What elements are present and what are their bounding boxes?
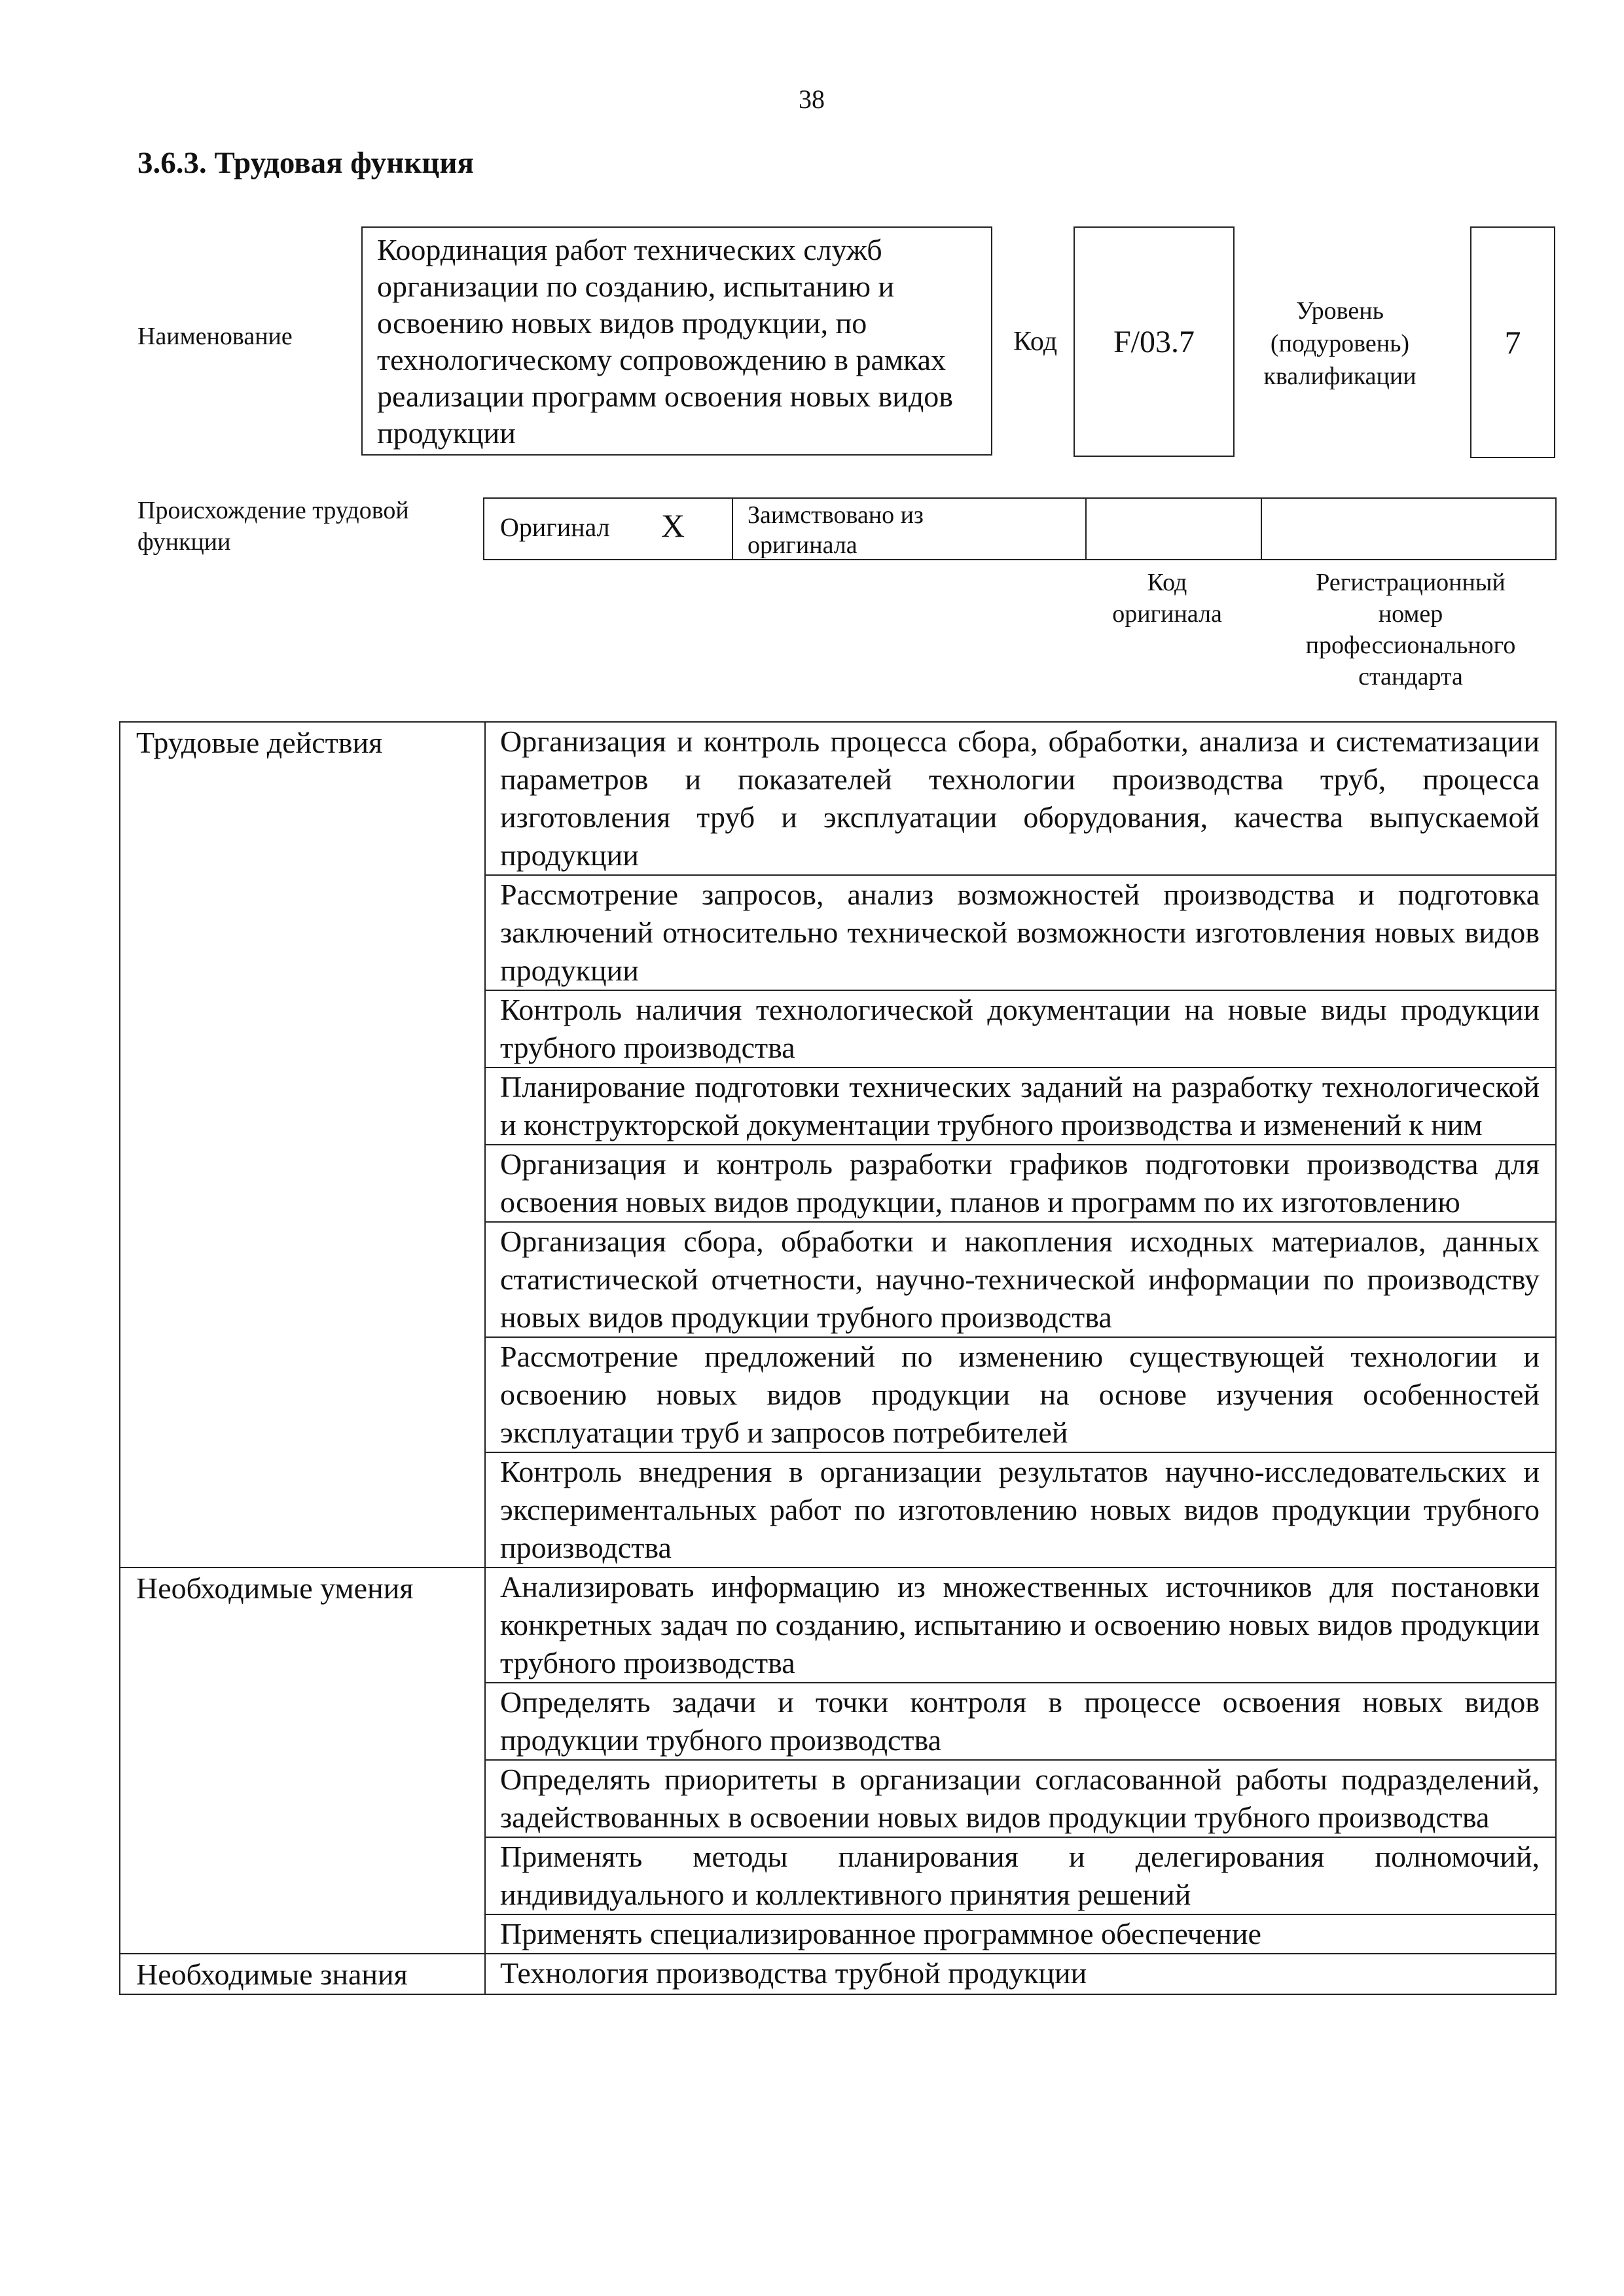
skill-item: Применять методы планирования и делегирования полномочий, индивидуального и коллективного принятия решений <box>485 1837 1556 1914</box>
required-skills-label: Необходимые умения <box>120 1568 485 1954</box>
level-label-line2: (подуровень) <box>1270 330 1410 357</box>
reg-caption-line1: Регистрационный <box>1316 569 1506 596</box>
level-label-line3: квалификации <box>1263 363 1416 390</box>
table-row <box>120 722 1556 875</box>
table-row <box>120 1568 1556 1683</box>
borrowed-label: Заимствовано из оригинала <box>748 501 924 559</box>
skill-item: Определять задачи и точки контроля в процессе освоения новых видов продукции трубного производства <box>485 1683 1556 1760</box>
labor-actions-label: Трудовые действия <box>120 722 485 1568</box>
skill-item: Применять специализированное программное обеспечение <box>485 1914 1556 1954</box>
code-original-caption <box>1087 567 1248 630</box>
origin-reg-number-cell <box>1262 499 1555 559</box>
labor-action-item: Контроль наличия технологической документации на новые виды продукции трубного производства <box>485 990 1556 1067</box>
table-row <box>120 1954 1556 1994</box>
labor-action-item: Рассмотрение предложений по изменению существующей технологии и освоению новых видов продукции на основе изучения особенностей эксплуатации труб и запросов потребителей <box>485 1337 1556 1452</box>
code-caption-line2: оригинала <box>1112 600 1222 628</box>
reg-caption-line4: стандарта <box>1358 663 1463 691</box>
reg-caption-line3: профессионального <box>1305 632 1516 659</box>
labor-function-table <box>119 721 1557 1995</box>
required-knowledge-label: Необходимые знания <box>120 1954 485 1994</box>
origin-original-cell <box>484 499 733 559</box>
labor-action-item: Планирование подготовки технических заданий на разработку технологической и конструкторской документации трубного производства и изменений к ним <box>485 1067 1556 1145</box>
name-label: Наименование <box>137 323 293 350</box>
origin-borrowed-cell <box>733 499 1087 559</box>
reg-number-caption <box>1263 567 1558 692</box>
labor-action-item: Контроль внедрения в организации результатов научно-исследовательских и экспериментальных работ по изготовлению новых видов продукции трубного производства <box>485 1452 1556 1568</box>
knowledge-item: Технология производства трубной продукции <box>485 1954 1556 1994</box>
section-title: 3.6.3. Трудовая функция <box>137 146 474 180</box>
level-label-line1: Уровень <box>1296 297 1384 325</box>
origin-label <box>137 495 465 558</box>
labor-action-item: Организация сбора, обработки и накопления исходных материалов, данных статистической отчетности, научно-технической информации по производству новых видов продукции трубного производства <box>485 1222 1556 1337</box>
original-label: Оригинал <box>500 512 610 542</box>
labor-action-item: Рассмотрение запросов, анализ возможностей производства и подготовка заключений относительно технической возможности изготовления новых видов продукции <box>485 875 1556 990</box>
origin-label-text: Происхождение трудовой функции <box>137 497 409 556</box>
origin-table <box>483 497 1557 560</box>
qualification-level-label <box>1252 295 1428 393</box>
origin-code-cell <box>1087 499 1262 559</box>
function-code-field: F/03.7 <box>1074 226 1235 457</box>
page-number: 38 <box>799 84 825 114</box>
qualification-level-field: 7 <box>1470 226 1555 458</box>
skill-item: Анализировать информацию из множественных источников для постановки конкретных задач по созданию, испытанию и освоению новых видов продукции трубного производства <box>485 1568 1556 1683</box>
skill-item: Определять приоритеты в организации согласованной работы подразделений, задействованных в освоении новых видов продукции трубного производства <box>485 1760 1556 1837</box>
code-caption-line1: Код <box>1147 569 1187 596</box>
original-mark: X <box>661 507 685 544</box>
labor-action-item: Организация и контроль процесса сбора, обработки, анализа и систематизации параметров и показателей технологии производства труб, процесса изготовления труб и эксплуатации оборудования, качества выпускаемой продукции <box>485 722 1556 875</box>
code-label: Код <box>1013 327 1058 357</box>
function-name-field: Координация работ технических служб организации по созданию, испытанию и освоению новых видов продукции, по технологическому сопровождению в рамках реализации программ освоения новых видов продукции <box>361 226 992 456</box>
labor-action-item: Организация и контроль разработки графиков подготовки производства для освоения новых видов продукции, планов и программ по их изготовлению <box>485 1145 1556 1222</box>
reg-caption-line2: номер <box>1378 600 1443 628</box>
